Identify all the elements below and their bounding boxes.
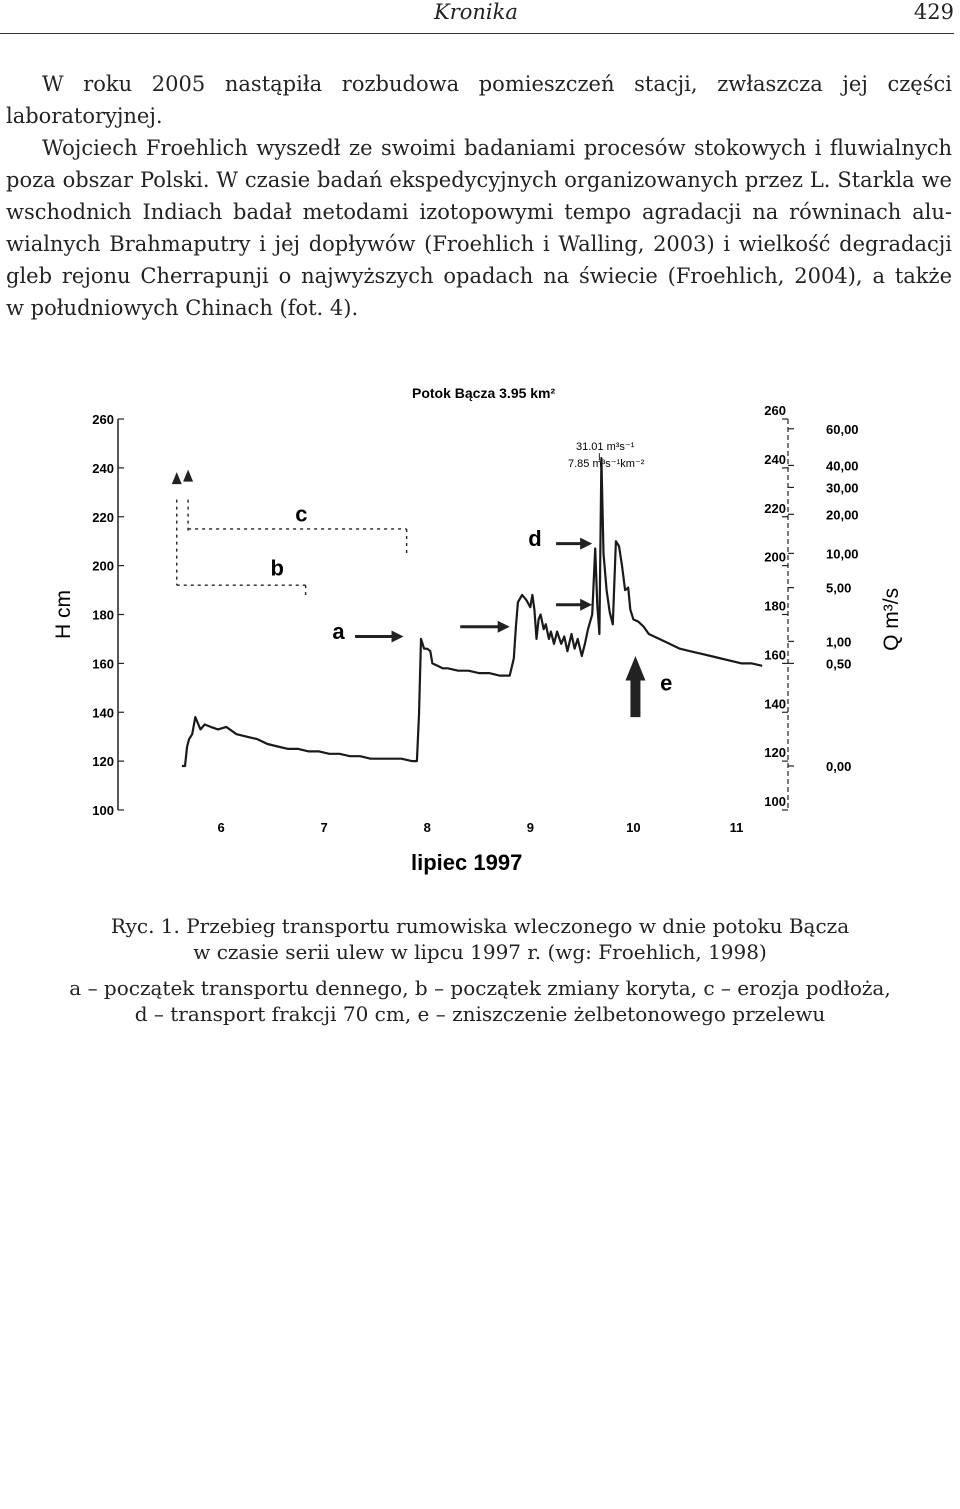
- text-line: laboratoryjnej.: [6, 104, 163, 128]
- peak-annotation-discharge: 31.01 m³s⁻¹: [576, 441, 635, 453]
- up-arrow-icon: [630, 676, 640, 718]
- x-tick-label: 9: [526, 820, 534, 835]
- text-line: wschodnich Indiach badał metodami izotopowymi tempo agradacji na równinach alu-: [6, 200, 952, 224]
- up-arrow-icon: [172, 472, 182, 484]
- y-axis-label: H cm: [52, 590, 75, 639]
- y-tick-label: 200: [92, 558, 114, 574]
- text-line: W roku 2005 nastąpiła rozbudowa pomieszczeń stacji, zwłaszcza jej części: [42, 72, 952, 96]
- x-tick-label: 11: [729, 820, 744, 835]
- text-line: poza obszar Polski. W czasie badań ekspedycyjnych organizowanych przez L. Starkla we: [6, 168, 952, 192]
- text-line: wialnych Brahmaputry i jej dopływów (Froehlich i Walling, 2003) i wielkość degradacji: [6, 232, 952, 256]
- y2-tick-label: 30,00: [826, 480, 859, 496]
- y-tick-label: 140: [92, 705, 114, 721]
- x-axis-label: lipiec 1997: [411, 850, 523, 875]
- hydrograph-chart: [40, 370, 920, 880]
- caption-line: w czasie serii ulew w lipcu 1997 r. (wg: Froehlich, 1998): [193, 940, 767, 964]
- marker-label-d: d: [528, 526, 542, 552]
- y2-tick-label: 60,00: [826, 421, 859, 437]
- running-title: Kronika: [434, 0, 518, 24]
- axes: [92, 403, 858, 835]
- up-arrow-icon: [183, 470, 193, 482]
- y-tick-label: 220: [764, 500, 786, 516]
- y-tick-label: 180: [764, 598, 786, 614]
- water-level-series: [182, 458, 762, 766]
- y-tick-label: 240: [92, 460, 114, 476]
- y-tick-label: 100: [92, 803, 114, 818]
- marker-label-b: b: [270, 555, 285, 581]
- text-line: w południowych Chinach (fot. 4).: [6, 296, 359, 320]
- legend-line: d – transport frakcji 70 cm, e – zniszczenie żelbetonowego przelewu: [134, 1002, 826, 1026]
- page-number: 429: [913, 0, 954, 24]
- y2-tick-label: 10,00: [826, 546, 859, 562]
- text-line: Wojciech Froehlich wyszedł ze swoimi badaniami procesów stokowych i fluwialnych: [42, 136, 952, 160]
- y2-tick-label: 20,00: [826, 507, 859, 523]
- marker-label-a: a: [332, 618, 345, 644]
- y2-tick-label: 40,00: [826, 458, 859, 474]
- y-tick-label: 180: [92, 607, 114, 623]
- figure-caption: [0, 913, 960, 965]
- right-arrow-icon: [392, 630, 404, 642]
- page-header: [0, 0, 960, 36]
- x-tick-label: 6: [217, 820, 225, 835]
- marker-label-e: e: [660, 670, 673, 696]
- right-arrow-icon: [498, 621, 510, 633]
- x-tick-label: 7: [320, 820, 328, 835]
- y-tick-label: 260: [764, 403, 786, 418]
- peak-annotation-specific: 7.85 m³s⁻¹km⁻²: [568, 458, 645, 470]
- legend-line: a – początek transportu dennego, b – początek zmiany koryta, c – erozja podłoża,: [69, 976, 891, 1000]
- chart-title: Potok Bącza 3.95 km²: [412, 385, 556, 401]
- y-tick-label: 260: [92, 412, 114, 427]
- y-tick-label: 160: [764, 647, 786, 663]
- paragraph-1: [6, 68, 952, 324]
- y2-tick-label: 5,00: [826, 580, 852, 596]
- y-tick-label: 100: [764, 794, 786, 809]
- x-tick-label: 10: [626, 820, 641, 835]
- y-tick-label: 220: [92, 509, 114, 525]
- y-tick-label: 200: [764, 549, 786, 565]
- y-tick-label: 240: [764, 451, 786, 467]
- caption-line: Ryc. 1. Przebieg transportu rumowiska wleczonego w dnie potoku Bącza: [110, 914, 850, 938]
- text-line: gleb rejonu Cherrapunji o najwyższych opadach na świecie (Froehlich, 2004), a także: [6, 264, 952, 288]
- y-tick-label: 120: [92, 754, 114, 770]
- marker-label-c: c: [295, 501, 308, 527]
- up-arrow-icon: [625, 656, 645, 680]
- right-arrow-icon: [580, 599, 592, 611]
- y2-tick-label: 0,50: [826, 656, 852, 672]
- y-tick-label: 140: [764, 696, 786, 712]
- y-tick-label: 160: [92, 656, 114, 672]
- y2-axis-label: Q m³/s: [880, 587, 903, 651]
- y2-tick-label: 0,00: [826, 759, 852, 775]
- right-arrow-icon: [580, 538, 592, 550]
- x-tick-label: 8: [423, 820, 431, 835]
- header-rule: [0, 33, 954, 34]
- figure-legend: [0, 975, 960, 1027]
- y-tick-label: 120: [764, 745, 786, 761]
- y2-tick-label: 1,00: [826, 634, 852, 650]
